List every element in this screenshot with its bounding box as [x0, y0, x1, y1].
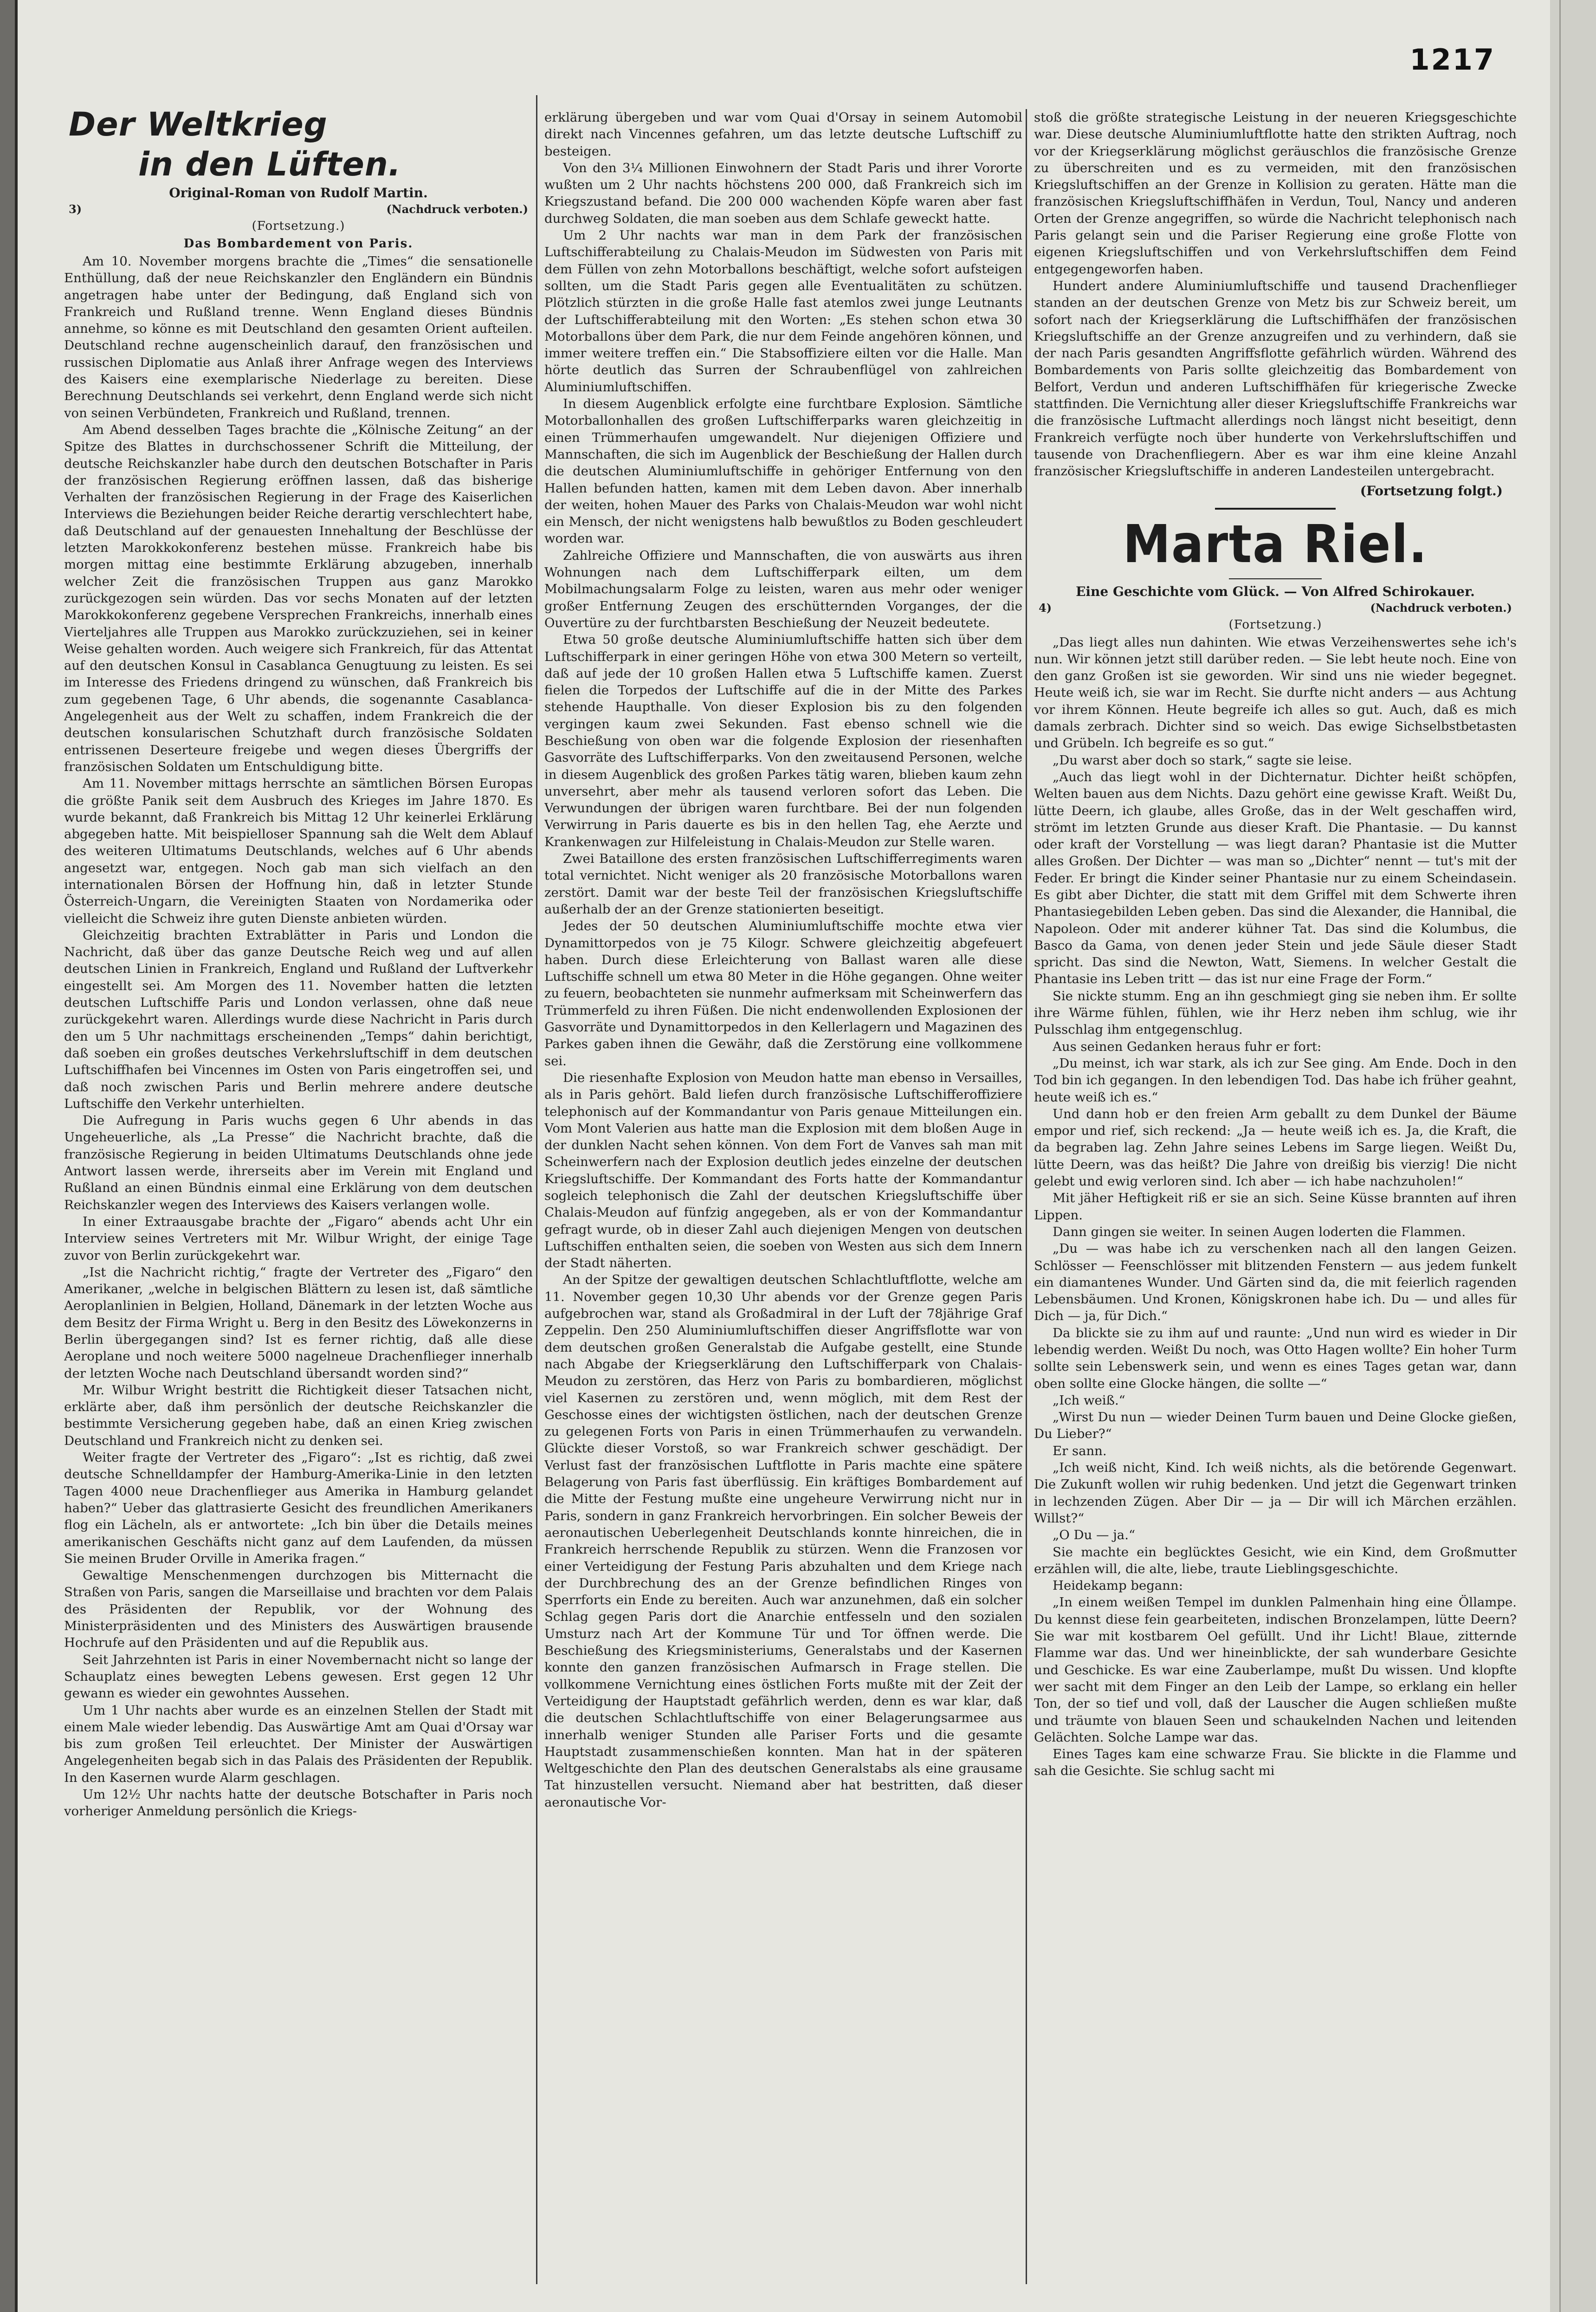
- paragraph: In einer Extraausgabe brachte der „Figaro“ abends acht Uhr ein Interview seines Vertreters mit Mr. Wilbur Wright, der einige Tage zuvor von Berlin zurückgekehrt war.: [64, 1214, 533, 1263]
- paragraph: Er sann.: [1053, 1443, 1107, 1458]
- paragraph: Am Abend desselben Tages brachte die „Kölnische Zeitung“ an der Spitze des Blattes in durchschossener Schrift die Mitteilung, der deutsche Reichskanzler habe durch den deutschen Botschafter in Paris der französischen Regierung eröffnen lassen, daß das bisherige Verhalten der französischen Regierung in der Frage des Kaiserlichen Interviews die Beziehungen beider Reiche derartig verschlechtert habe, daß Deutschland auf der genauesten Innehaltung der Beschlüsse der letzten Marokkokonferenz bestehen müsse. Frankreich habe bis morgen mittag eine bestimmte Erklärung abzugeben, innerhalb welcher Zeit die französischen Truppen aus ganz Marokko zurückgezogen sein würden. Das vor sechs Monaten auf der letzten Marokkokonferenz gegebene Versprechen Frankreichs, innerhalb eines Vierteljahres alle Truppen aus Marokko zurückzuziehen, sei in keiner Weise gehalten worden. Auch weigere sich Frankreich, für das Attentat auf den deutschen Konsul in Casablanca Genugtuung zu leisten. Es sei im Interesse des Friedens dringend zu wünschen, daß Frankreich bis zum gegebenen Tage, 6 Uhr abends, die sogenannte Casablanca-Angelegenheit aus der Welt zu schaffen, indem Frankreich die der deutschen konsularischen Schutzhaft durch französische Soldaten entrissenen Deserteure freigebe und wegen dieses Übergriffs der französischen Soldaten um Entschuldigung bitte.: [64, 422, 533, 774]
- paragraph: Jedes der 50 deutschen Aluminiumluftschiffe mochte etwa vier Dynamittorpedos von je 75 Kilogr. Schwere gleichzeitig abgefeuert haben. Durch diese Erleichterung von Ballast waren alle diese Luftschiffe schnell um etwa 80 Meter in die Höhe gegangen. Ohne weiter zu feuern, beobachteten sie nunmehr aufmerksam mit Scheinwerfern das Trümmerfeld zu ihren Füßen. Die nicht endenwollenden Explosionen der Gasvorräte und Dynamittorpedos in den Kellerlagern und Magazinen des Parkes gaben ihnen die Gewähr, daß die Zerstörung eine vollkommene sei.: [544, 919, 1022, 1069]
- article-meta: [1034, 601, 1517, 615]
- article-title-marta-riel: Marta Riel.: [1123, 514, 1428, 575]
- title-underline: [1229, 578, 1322, 579]
- paragraph: Am 10. November morgens brachte die „Times“ die sensationelle Enthüllung, daß der neue Reichskanzler den Engländern ein Bündnis angetragen habe unter der Bedingung, daß England sich von Frankreich und Rußland trenne. Wenn England dieses Bündnis annehme, so könne es mit Deutschland den gesamten Orient aufteilen. Deutschland rechne augenscheinlich darauf, den französischen und russischen Diplomatie aus Anlaß ihrer Anfrage wegen des Interviews des Kaisers eine exemplarische Niederlage zu bereiten. Diese Berechnung Deutschlands sei verkehrt, denn England werde sich nicht von seinen Verbündeten, Frankreich und Rußland, trennen.: [64, 254, 533, 421]
- paragraph: Etwa 50 große deutsche Aluminiumluftschiffe hatten sich über dem Luftschifferpark in einer geringen Höhe von etwa 300 Metern so verteilt, daß auf jede der 10 großen Hallen etwa 5 Luftschiffe kamen. Zuerst fielen die Torpedos der Luftschiffe auf die in der Mitte des Parkes stehende Haupthalle. Von dieser Explosion bis zu den folgenden vergingen kaum zwei Sekunden. Fast ebenso schnell wie die Beschießung von oben war die folgende Explosion der riesenhaften Gasvorräte des Luftschifferparks. Von den zweitausend Personen, welche in diesem Augenblick des großen Parkes tätig waren, blieben kaum zehn unversehrt, aber mehr als tausend verloren sofort das Leben. Die Verwundungen der übrigen waren furchtbare. Bei der nun folgenden Verwirrung in Paris dauerte es bis in den hellen Tag, ehe Aerzte und Krankenwagen zur Hilfeleistung in Chalais-Meudon zur Stelle waren.: [544, 632, 1022, 849]
- installment-number: 4): [1039, 601, 1052, 615]
- paragraph: Mit jäher Heftigkeit riß er sie an sich. Seine Küsse brannten auf ihren Lippen.: [1034, 1191, 1517, 1223]
- title-line-2: in den Lüften.: [138, 145, 401, 183]
- rights-notice: (Nachdruck verboten.): [1370, 601, 1512, 615]
- article-title-weltkrieg: [69, 104, 533, 184]
- paragraph: Um 1 Uhr nachts aber wurde es an einzelnen Stellen der Stadt mit einem Male wieder lebendig. Das Auswärtige Amt am Quai d'Orsay war bis zum großen Teil erleuchtet. Der Minister der Auswärtigen Angelegenheiten begab sich in das Palais des Präsidenten der Republik. In den Kasernen wurde Alarm geschlagen.: [64, 1703, 533, 1785]
- page-right-margin: [1550, 0, 1596, 2312]
- paragraph: In diesem Augenblick erfolgte eine furchtbare Explosion. Sämtliche Motorballonhallen des großen Luftschifferparks waren gleichzeitig in einen Trümmerhaufen umgewandelt. Nur diejenigen Offiziere und Mannschaften, die sich im Augenblick der Beschießung der Hallen durch die deutschen Aluminiumluftschiffe in gehöriger Entfernung von den Hallen befunden hatten, kamen mit dem Leben davon. Aber innerhalb der weiten, hohen Mauer des Parks von Chalais-Meudon war wohl nicht ein Mensch, der nicht wenigstens halb bewußtlos zu Boden geschleudert worden war.: [544, 396, 1022, 546]
- paragraph: Und dann hob er den freien Arm geballt zu dem Dunkel der Bäume empor und rief, sich reckend: „Ja — heute weiß ich es. Ja, die Kraft, die da begraben lag. Zehn Jahre seines Lebens im Sarge liegen. Weißt Du, lütte Deern, was das heißt? Die Jahre von dreißig bis vierzig! Die nicht gelebt und ewig verloren sind. Ich aber — ich habe nachzuholen!“: [1034, 1106, 1517, 1189]
- page-number: 1217: [1409, 43, 1495, 77]
- paragraph: Dann gingen sie weiter. In seinen Augen loderten die Flammen.: [1053, 1224, 1466, 1239]
- column-2: [544, 109, 1022, 2284]
- article-meta: [64, 202, 533, 217]
- installment-number: 3): [69, 202, 82, 216]
- paragraph: Von den 3¼ Millionen Einwohnern der Stadt Paris und ihrer Vororte wußten um 2 Uhr nachts höchstens 200 000, daß Frankreich sich im Kriegszustand befand. Die 200 000 wachenden Köpfe waren aber fast durchweg Soldaten, die man soeben aus dem Schlafe geweckt hatte.: [544, 160, 1022, 226]
- paragraph: Heidekamp begann:: [1053, 1578, 1183, 1593]
- paragraph: Weiter fragte der Vertreter des „Figaro“: „Ist es richtig, daß zwei deutsche Schnelldampfer der Hamburg-Amerika-Linie in den letzten Tagen 4000 neue Drachenflieger aus Amerika in Hamburg gelandet haben?“ Ueber das glattrasierte Gesicht des freundlichen Amerikaners flog ein Lächeln, als er antwortete: „Ich bin über die Details meines amerikanischen Geschäfts nicht ganz auf dem Laufenden, da müssen Sie meinen Bruder Orville in Amerika fragen.“: [64, 1450, 533, 1566]
- paragraph: Um 2 Uhr nachts war man in dem Park der französischen Luftschifferabteilung zu Chalais-Meudon im Südwesten von Paris mit dem Füllen von zehn Motorballons beschäftigt, welche sofort aufsteigen sollten, um die Stadt Paris gegen alle Eventualitäten zu schützen. Plötzlich stürzten in die große Halle fast atemlos zwei junge Leutnants der Luftschifferabteilung mit den Worten: „Es stehen schon etwa 30 Motorballons über dem Park, die nur dem Feinde angehören können, und immer weitere treffen ein.“ Die Stabsoffiziere eilten vor die Halle. Man hörte deutlich das Surren der Schraubenflügel von zahlreichen Aluminiumluftschiffen.: [544, 228, 1022, 395]
- paragraph: „Ich weiß.“: [1053, 1392, 1125, 1408]
- paragraph: „Ich weiß nicht, Kind. Ich weiß nichts, als die betörende Gegenwart. Die Zukunft wollen wir ruhig bedenken. Und jetzt die Gegenwart trinken in lechzenden Zügen. Aber Dir — ja — Dir will ich Märchen erzählen. Willst?“: [1034, 1460, 1517, 1526]
- article-body: [64, 253, 533, 1820]
- paragraph: stoß die größte strategische Leistung in der neueren Kriegsgeschichte war. Diese deutsche Aluminiumluftflotte hatte den strikten Auftrag, noch vor der Kriegserklärung möglichst geräuschlos die französische Grenze zu überschreiten und es zu vermeiden, mit den französischen Kriegsluftschiffen an der Grenze in Kollision zu geraten. Hätte man die französischen Kriegsluftschiffhäfen in Verdun, Toul, Nancy und anderen Orten der Grenze angegriffen, so würde die Nachricht telephonisch nach Paris gelangt sein und die Pariser Regierung eine große Flotte von eigenen Kriegsluftschiffen und von Verkehrsluftschiffen dem Feind entgegengeworfen haben.: [1034, 110, 1517, 277]
- paragraph: „Wirst Du nun — wieder Deinen Turm bauen und Deine Glocke gießen, Du Lieber?“: [1034, 1410, 1517, 1442]
- column-rule: [536, 95, 537, 2284]
- paragraph: „Auch das liegt wohl in der Dichternatur. Dichter heißt schöpfen, Welten bauen aus dem Nichts. Dazu gehört eine gewisse Kraft. Weißt Du, lütte Deern, ich glaube, alles Große, das in der Welt geschaffen wird, strömt im letzten Grunde aus dieser Kraft. Die Phantasie. — Du kannst oder kraft der Vorstellung — was liegt daran? Phantasie ist die Mutter alles Großen. Der Dichter — was man so „Dichter“ nennt — tut's mit der Feder. Er bringt die Kinder seiner Phantasie nur zu einem Scheindasein. Es gibt aber Dichter, die statt mit dem Griffel mit dem Schwerte ihren Phantasiegebilden Leben geben. Das sind die Alexander, die Hannibal, die Napoleon. Oder mit anderer kühner Tat. Das sind die Kolumbus, die Basco da Gama, von denen jeder Stein und jede Säule dieser Stadt spricht. Das sind die Newton, Watt, Siemens. In welcher Gestalt die Phantasie ins Leben tritt — das ist nur eine Frage der Form.“: [1034, 769, 1517, 987]
- paragraph: Mr. Wilbur Wright bestritt die Richtigkeit dieser Tatsachen nicht, erklärte aber, daß ihm persönlich der deutsche Reichskanzler die bestimmte Versicherung gegeben habe, daß an einen Krieg zwischen Deutschland und Frankreich nicht zu denken sei.: [64, 1382, 533, 1448]
- paragraph: „Das liegt alles nun dahinten. Wie etwas Verzeihenswertes sehe ich's nun. Wir können jetzt still darüber reden. — Sie lebt heute noch. Eine von den ganz Großen ist sie geworden. Wir sind uns nie wieder begegnet. Heute weiß ich, sie war im Recht. Sie durfte nicht anders — aus Achtung vor ihrem Können. Heute begreife ich alles so gut. Auch, daß es mich damals zerbrach. Dichter sind so weich. Das ewige Sichselbstbetasten und Grübeln. Ich begreife es so gut.“: [1034, 635, 1517, 751]
- paragraph: „Du warst aber doch so stark,“ sagte sie leise.: [1053, 752, 1352, 768]
- paragraph: Die Aufregung in Paris wuchs gegen 6 Uhr abends in das Ungeheuerliche, als „La Presse“ die Nachricht brachte, daß die französische Regierung in beiden Ultimatums Deutschlands ohne jede Antwort lassen werde, ihrerseits aber im Verein mit England und Rußland an einen Bündnis einmal eine Erklärung von dem deutschen Reichskanzler wegen des Interviews des Kaisers verlangen wolle.: [64, 1113, 533, 1212]
- paragraph: Zwei Bataillone des ersten französischen Luftschifferregiments waren total vernichtet. Nicht weniger als 20 französische Motorballons waren zerstört. Damit war der beste Teil der französischen Kriegsluftschiffe außerhalb der an der Grenze stationierten beseitigt.: [544, 851, 1022, 917]
- column-rule: [1026, 109, 1027, 2284]
- title-line-1: Der Weltkrieg: [69, 105, 328, 143]
- rights-notice: (Nachdruck verboten.): [386, 202, 528, 216]
- column-3: [1034, 109, 1517, 2284]
- paragraph: Hundert andere Aluminiumluftschiffe und tausend Drachenflieger standen an der deutschen Grenze von Metz bis zur Schweiz bereit, um sofort nach der Kriegserklärung die Luftschiffhäfen der französischen Kriegsluftschiffe an der Grenze anzugreifen und zu verhindern, daß sie der nach Paris gesandten Angriffsflotte gefährlich würden. Während des Bombardements von Paris sollte gleichzeitig das Bombardement von Belfort, Verdun und anderen Luftschiffhäfen für kriegerische Zwecke stattfinden. Die Vernichtung aller dieser Kriegsluftschiffe Frankreichs war die französische Luftmacht allerdings noch längst nicht beseitigt, denn Frankreich verfügte noch über hunderte von Verkehrsluftschiffen und tausende von Drachenfliegern. Aber es war ihm eine kleine Anzahl französischer Kriegsluftschiffe in anderen Landesteilen untergebracht.: [1034, 278, 1517, 479]
- paragraph: Um 12½ Uhr nachts hatte der deutsche Botschafter in Paris noch vorheriger Anmeldung persönlich die Kriegs-: [64, 1787, 533, 1819]
- to-be-continued: (Fortsetzung folgt.): [1360, 483, 1503, 499]
- paragraph: Seit Jahrzehnten ist Paris in einer Novembernacht nicht so lange der Schauplatz eines bewegten Lebens gewesen. Erst gegen 12 Uhr gewann es wieder ein gewohntes Aussehen.: [64, 1652, 533, 1701]
- paragraph: „Du — was habe ich zu verschenken nach all den langen Geizen. Schlösser — Feenschlösser mit blitzenden Fenstern — aus jedem funkelt ein diamantenes Wunder. Und Gärten sind da, die mit feierlich ragenden Lebensbäumen. Und Kronen, Königskronen habe ich. Du — und alles für Dich — ja, für Dich.“: [1034, 1241, 1517, 1324]
- paragraph: Die riesenhafte Explosion von Meudon hatte man ebenso in Versailles, als in Paris gehört. Bald liefen durch französische Luftschifferoffiziere telephonisch auf der Kommandantur von Paris genaue Mitteilungen ein. Vom Mont Valerien aus hatte man die Explosion mit dem bloßen Auge in der dunklen Nacht sehen können. Von dem Fort de Vanves sah man mit Scheinwerfern nach der Explosion deutlich jedes einzelne der deutschen Kriegsluftschiffe. Der Kommandant des Forts hatte der Kommandantur sogleich telephonisch die Zahl der deutschen Kriegsluftschiffe über Chalais-Meudon auf fünfzig angegeben, als er von der Kommandantur gefragt wurde, ob in dieser Zahl auch diejenigen Mengen von deutschen Luftschiffen enthalten seien, die soeben von Westen aus sich dem Innern der Stadt näherten.: [544, 1070, 1022, 1271]
- continuation-label: (Fortsetzung.): [1228, 617, 1322, 632]
- paragraph: Am 11. November mittags herrschte an sämtlichen Börsen Europas die größte Panik seit dem Ausbruch des Krieges im Jahre 1870. Es wurde bekannt, daß Frankreich bis Mittag 12 Uhr keinerlei Erklärung abgegeben hatte. Mit beispielloser Spannung sah die Welt dem Ablauf des weiteren Ultimatums Deutschlands, welches auf 6 Uhr abends angesetzt war, entgegen. Noch gab man sich vielfach an den internationalen Börsen der Hoffnung hin, daß in letzter Stunde Österreich-Ungarn, die Vereinigten Staaten von Nordamerika oder vielleicht die Schweiz ihre guten Dienste anbieten würden.: [64, 776, 533, 926]
- paragraph: erklärung übergeben und war vom Quai d'Orsay in seinem Automobil direkt nach Vincennes gefahren, um das letzte deutsche Luftschiff zu besteigen.: [544, 110, 1022, 159]
- paragraph: „O Du — ja.“: [1053, 1528, 1135, 1543]
- newspaper-page: [18, 0, 1550, 2312]
- paragraph: Zahlreiche Offiziere und Mannschaften, die von auswärts aus ihren Wohnungen nach dem Luftschifferpark eilten, um dem Mobilmachungsalarm Folge zu leisten, waren aus mehr oder weniger großer Entfernung Zeugen des erschütternden Vorganges, der die Ouvertüre zu der furchtbarsten Beschießung der Neuzeit bedeutete.: [544, 548, 1022, 630]
- paragraph: Gleichzeitig brachten Extrablätter in Paris und London die Nachricht, daß über das ganze Deutsche Reich weg und auf allen deutschen Linien in Frankreich, England und Rußland der Luftverkehr eingestellt sei. Am Morgen des 11. November hatten die letzten deutschen Luftschiffe Paris und London verlassen, ohne daß neue zurückgekehrt waren. Allerdings wurde diese Nachricht in Paris durch den um 5 Uhr nachmittags erscheinenden „Temps“ dahin berichtigt, daß soeben ein großes deutsches Verkehrsluftschiff in dem deutschen Luftschiffhafen bei Vincennes im Osten von Paris eingetroffen sei, und daß noch zwischen Paris und Berlin mehrere andere deutsche Luftschiffe den Verkehr unterhielten.: [64, 927, 533, 1111]
- article-separator: [1215, 508, 1336, 510]
- article-body: [1034, 634, 1517, 1780]
- scan-binding-edge: [0, 0, 18, 2312]
- paragraph: Sie machte ein beglücktes Gesicht, wie ein Kind, dem Großmutter erzählen will, die alte, liebe, traute Lieblingsgeschichte.: [1034, 1544, 1517, 1576]
- continuation-label: (Fortsetzung.): [252, 219, 345, 233]
- page-fold-line: [1559, 0, 1561, 2312]
- paragraph: Aus seinen Gedanken heraus fuhr er fort:: [1053, 1039, 1322, 1054]
- paragraph: Da blickte sie zu ihm auf und raunte: „Und nun wird es wieder in Dir lebendig werden. Weißt Du noch, was Otto Hagen wollte? Ein hoher Turm sollte sein Lebenswerk sein, und wenn es eines Tages getan war, dann oben sollte eine Glocke hängen, die sollte —“: [1034, 1325, 1517, 1391]
- column-1: [64, 95, 533, 2284]
- article-byline: Eine Geschichte vom Glück. — Von Alfred Schirokauer.: [1076, 583, 1475, 599]
- paragraph: Gewaltige Menschenmengen durchzogen bis Mitternacht die Straßen von Paris, sangen die Marseillaise und brachten vor dem Palais des Präsidenten der Republik, vor der Wohnung des Ministerpräsidenten und des Ministers des Auswärtigen brausende Hochrufe auf den Präsidenten und auf die Republik aus.: [64, 1568, 533, 1651]
- paragraph: Eines Tages kam eine schwarze Frau. Sie blickte in die Flamme und sah die Gesichte. Sie schlug sacht mi: [1034, 1747, 1517, 1779]
- paragraph: Sie nickte stumm. Eng an ihn geschmiegt ging sie neben ihm. Er sollte ihre Wärme fühlen, fühlen, wie ihr Herz neben ihm schlug, wie ihr Pulsschlag ihm entgegenschlug.: [1034, 988, 1517, 1037]
- paragraph: „Du meinst, ich war stark, als ich zur See ging. Am Ende. Doch in den Tod bin ich gegangen. In den lebendigen Tod. Das habe ich früher geahnt, heute weiß ich es.“: [1034, 1056, 1517, 1105]
- paragraph: An der Spitze der gewaltigen deutschen Schlachtluftflotte, welche am 11. November gegen 10,30 Uhr abends vor der Grenze gegen Paris aufgebrochen war, stand als Großadmiral in der Luft der 78jährige Graf Zeppelin. Den 250 Aluminiumluftschiffen dieser Angriffsflotte war von dem deutschen großen Generalstab die Aufgabe gestellt, eine Stunde nach Abgabe der Kriegserklärung den Luftschifferpark von Chalais-Meudon zu zerstören, das Herz von Paris zu bombardieren, möglichst viel Kasernen zu zerstören und, wenn möglich, mit dem Rest der Geschosse eines der wichtigsten östlichen, nach der deutschen Grenze zu gelegenen Forts von Paris in einen Trümmerhaufen zu verwandeln. Glückte dieser Vorstoß, so war Frankreich schwer geschädigt. Der Verlust fast der französischen Luftflotte in Paris machte eine spätere Belagerung von Paris fast überflüssig. Ein kräftiges Bombardement auf die Mitte der Festung mußte eine ungeheure Verwirrung nicht nur in Paris, sondern in ganz Frankreich hervorbringen. Ein solcher Beweis der aeronautischen Ueberlegenheit Deutschlands konnte hinreichen, die in Frankreich herrschende Republik zu stürzen. Wenn die Franzosen vor einer Verteidigung der Festung Paris abzuhalten und dem Kriege nach der Durchbrechung des an der Grenze befindlichen Ringes von Sperrforts ein Ende zu bereiten. Auch war anzunehmen, daß ein solcher Schlag gegen Paris dort die Anarchie entfesseln und den sozialen Umsturz nach Art der Kommune Tür und Tor öffnen werde. Die Beschießung des Kriegsministeriums, Generalstabs und der Kasernen konnte den ganzen französischen Aufmarsch in Frage stellen. Die vollkommene Vernichtung eines östlichen Forts mußte mit der Zeit der Verteidigung der Hauptstadt gefährlich werden, denn es war klar, daß die deutschen Schlachtluftschiffe von einer Belagerungsarmee aus innerhalb weniger Stunden alle Pariser Forts und die gesamte Hauptstadt zusammenschießen konnten. Man hat in der späteren Weltgeschichte den Plan des deutschen Generalstabs als eine grausame Tat hinzustellen versucht. Niemand aber hat bestritten, daß dieser aeronautische Vor-: [544, 1272, 1022, 1810]
- paragraph: „Ist die Nachricht richtig,“ fragte der Vertreter des „Figaro“ den Amerikaner, „welche in belgischen Blättern zu lesen ist, daß sämtliche Aeroplanlinien in Belgien, Holland, Dänemark in der letzten Woche aus dem Besitz der Firma Wright u. Berg in den Besitz des Löwekonzerns in Berlin übergegangen sind? Ist es ferner richtig, daß alle diese Aeroplane und noch weitere 5000 nagelneue Drachenflieger innerhalb der letzten Woche nach Deutschland übersandt worden sind?“: [64, 1264, 533, 1381]
- paragraph: „In einem weißen Tempel im dunklen Palmenhain hing eine Öllampe. Du kennst diese fein gearbeiteten, indischen Bronzelampen, lütte Deern? Sie war mit kostbarem Oel gefüllt. Und ihr Licht! Blaue, zitternde Flamme war das. Und wer hineinblickte, der sah wunderbare Gesichte und Geschicke. Es war eine Zauberlampe, mußt Du wissen. Und klopfte wer sacht mit dem Finger an den Leib der Lampe, so erklang ein heller Ton, der so tief und voll, daß der Lauscher die Augen schließen mußte und träumte von blauen Seen und schaukelnden Nachen und leitenden Gelächten. Solche Lampe war das.: [1034, 1595, 1517, 1745]
- article-byline: Original-Roman von Rudolf Martin.: [169, 185, 428, 201]
- section-heading: Das Bombardement von Paris.: [183, 237, 414, 251]
